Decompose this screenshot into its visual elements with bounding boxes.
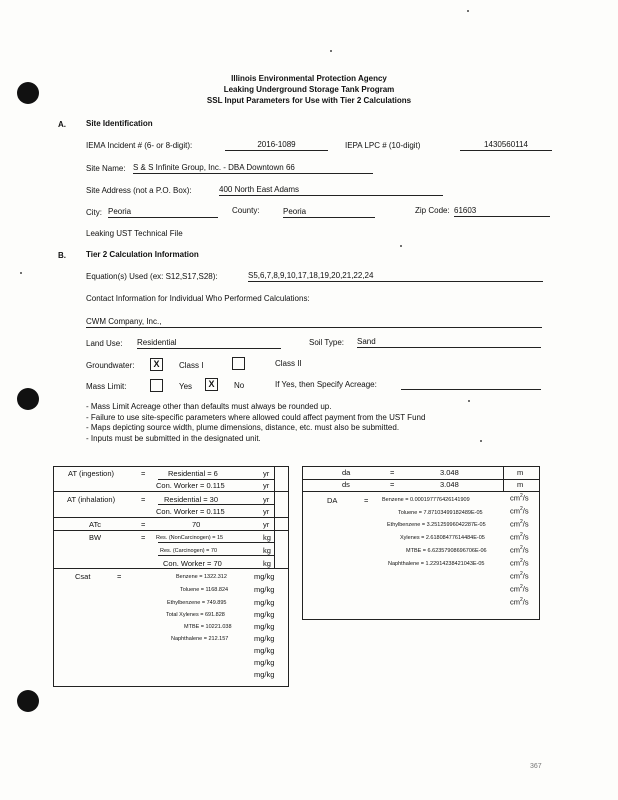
site-name-value[interactable]: S & S Infinite Group, Inc. - DBA Downtown 66	[133, 163, 373, 174]
iepa-lpc-label: IEPA LPC # (10-digit)	[345, 141, 421, 150]
punch-hole-bottom	[17, 690, 39, 712]
class-ii-label: Class II	[275, 359, 302, 368]
equals-sign: =	[141, 469, 146, 478]
DA-naphthalene: Naphthalene = 1.22914238421043E-05	[388, 561, 485, 567]
groundwater-label: Groundwater:	[86, 361, 135, 370]
site-address-label: Site Address (not a P.O. Box):	[86, 186, 192, 195]
csat-naphthalene: Naphthalene = 212.157	[171, 636, 229, 642]
unit-m: m	[517, 480, 524, 489]
agency-title: Illinois Environmental Protection Agency	[231, 74, 387, 83]
contact-label: Contact Information for Individual Who Performed Calculations:	[86, 294, 310, 303]
csat-label: Csat	[75, 572, 91, 581]
mass-limit-yes-checkbox[interactable]	[150, 379, 163, 392]
equals-sign: =	[117, 572, 122, 581]
unit-yr: yr	[263, 469, 270, 478]
contact-value[interactable]: CWM Company, Inc.,	[86, 317, 542, 328]
punch-hole-middle	[17, 388, 39, 410]
speck	[20, 272, 22, 274]
unit-mgkg: mg/kg	[254, 634, 275, 643]
mass-limit-no-checkbox[interactable]: X	[205, 378, 218, 391]
row-divider	[303, 491, 539, 492]
soil-type-label: Soil Type:	[309, 338, 344, 347]
unit-yr: yr	[263, 495, 270, 504]
acreage-field[interactable]	[401, 389, 541, 390]
speck	[468, 400, 470, 402]
unit-yr: yr	[263, 507, 270, 516]
unit-cm2s: $cm^2/s$	[510, 493, 529, 503]
csat-toluene: Toluene = 1168.824	[180, 587, 229, 593]
bw-con-worker: Con. Worker = 70	[163, 559, 222, 568]
unit-cm2s: $cm^2/s$	[510, 558, 529, 568]
speck	[480, 440, 482, 442]
DA-xylenes: Xylenes = 2.61808477614484E-05	[400, 535, 485, 541]
site-address-value[interactable]: 400 North East Adams	[219, 185, 443, 196]
equations-value[interactable]: S5,6,7,8,9,10,17,18,19,20,21,22,24	[248, 271, 543, 282]
unit-mgkg: mg/kg	[254, 646, 275, 655]
unit-mgkg: mg/kg	[254, 598, 275, 607]
bw-label: BW	[89, 533, 102, 542]
DA-ethylbenzene: Ethylbenzene = 3.25125996042287E-05	[387, 522, 486, 528]
section-a-letter: A.	[58, 120, 66, 129]
unit-mgkg: mg/kg	[254, 622, 275, 631]
class-ii-checkbox[interactable]	[232, 357, 245, 370]
note-item: - Mass Limit Acreage other than defaults must always be rounded up.	[86, 402, 332, 411]
csat-ethylbenzene: Ethylbenzene = 749.895	[167, 600, 227, 606]
unit-mgkg: mg/kg	[254, 572, 275, 581]
da-small-label: da	[342, 468, 351, 477]
DA-toluene: Toluene = 7.87103499182489E-05	[398, 510, 483, 516]
county-label: County:	[232, 206, 260, 215]
csat-total-xylenes: Total Xylenes = 691.828	[166, 612, 225, 618]
unit-mgkg: mg/kg	[254, 670, 275, 679]
bw-res-carcinogen: Res. (Carcinogen) = 70	[160, 548, 218, 554]
ds-label: ds	[342, 480, 350, 489]
row-divider	[54, 530, 288, 531]
unit-cm2s: $cm^2/s$	[510, 532, 529, 542]
iema-incident-label: IEMA Incident # (6- or 8-digit):	[86, 141, 193, 150]
note-item: - Failure to use site-specific parameters where allowed could affect payment from the UST Fund	[86, 412, 426, 422]
county-value[interactable]: Peoria	[283, 207, 375, 218]
column-divider	[503, 467, 504, 491]
unit-cm2s: $cm^2/s$	[510, 584, 529, 594]
note-item: - Inputs must be submitted in the designated unit.	[86, 433, 261, 443]
notes-list	[86, 402, 425, 444]
equals-sign: =	[364, 496, 369, 505]
unit-mgkg: mg/kg	[254, 658, 275, 667]
iepa-lpc-value[interactable]: 1430560114	[460, 140, 552, 151]
city-value[interactable]: Peoria	[108, 207, 218, 218]
value-underline	[158, 479, 274, 480]
unit-cm2s: $cm^2/s$	[510, 545, 529, 555]
section-a-title: Site Identification	[86, 119, 153, 128]
unit-mgkg: mg/kg	[254, 610, 275, 619]
class-i-label: Class I	[179, 361, 204, 370]
bw-res-noncarcinogen: Res. (NonCarcinogen) = 15	[156, 535, 224, 541]
unit-cm2s: $cm^2/s$	[510, 506, 529, 516]
note-item: - Maps depicting source width, plume dimensions, distance, etc. must also be submitted.	[86, 423, 400, 432]
speck	[400, 245, 402, 247]
DA-benzene: Benzene = 0.000197776426141909	[382, 497, 470, 503]
site-name-label: Site Name:	[86, 164, 126, 173]
row-divider	[54, 568, 288, 569]
value-underline	[158, 542, 274, 543]
technical-file-label: Leaking UST Technical File	[86, 229, 183, 238]
at-inhalation-worker: Con. Worker = 0.115	[156, 507, 225, 516]
mass-limit-label: Mass Limit:	[86, 382, 127, 391]
city-label: City:	[86, 208, 102, 217]
at-inhalation-label: AT (inhalation)	[67, 495, 116, 504]
atc-label: ATc	[89, 520, 101, 529]
equals-sign: =	[141, 533, 146, 542]
program-title: Leaking Underground Storage Tank Program	[223, 85, 395, 94]
unit-cm2s: $cm^2/s$	[510, 519, 529, 529]
unit-kg: kg	[263, 559, 271, 568]
da-small-value: 3.048	[440, 468, 459, 477]
unit-cm2s: $cm^2/s$	[510, 597, 529, 607]
form-title: SSL Input Parameters for Use with Tier 2 Calculations	[206, 96, 412, 105]
zip-code-value[interactable]: 61603	[454, 206, 550, 217]
soil-type-value[interactable]: Sand	[357, 337, 541, 348]
speck	[467, 10, 469, 12]
section-b-letter: B.	[58, 251, 66, 260]
value-underline	[158, 555, 274, 556]
column-divider	[274, 467, 275, 568]
unit-mgkg: mg/kg	[254, 585, 275, 594]
at-inhalation-residential: Residential = 30	[164, 495, 218, 504]
right-parameter-table	[302, 466, 540, 620]
zip-code-label: Zip Code:	[415, 206, 450, 215]
page-number: 367	[530, 763, 542, 770]
unit-kg: kg	[263, 546, 271, 555]
equals-sign: =	[141, 520, 146, 529]
row-divider	[54, 491, 288, 492]
equations-label: Equation(s) Used (ex: S12,S17,S28):	[86, 272, 218, 281]
unit-m: m	[517, 468, 524, 477]
equals-sign: =	[141, 495, 146, 504]
mass-limit-yes-label: Yes	[179, 382, 193, 391]
at-ingestion-residential: Residential = 6	[168, 469, 218, 478]
atc-value: 70	[192, 520, 201, 529]
at-ingestion-label: AT (ingestion)	[68, 469, 114, 478]
iema-incident-value[interactable]: 2016-1089	[225, 140, 328, 151]
section-b-title: Tier 2 Calculation Information	[86, 250, 199, 259]
land-use-label: Land Use:	[86, 339, 123, 348]
row-divider	[54, 517, 288, 518]
csat-benzene: Benzene = 1322.312	[176, 574, 227, 580]
class-i-checkbox[interactable]: X	[150, 358, 163, 371]
value-underline	[158, 504, 274, 505]
mass-limit-no-label: No	[234, 381, 245, 390]
equals-sign: =	[390, 468, 395, 477]
unit-kg: kg	[263, 533, 271, 542]
ds-value: 3.048	[440, 480, 459, 489]
DA-label: DA	[327, 496, 338, 505]
at-ingestion-worker: Con. Worker = 0.115	[156, 481, 225, 490]
speck	[330, 50, 332, 52]
land-use-value[interactable]: Residential	[137, 338, 281, 349]
unit-yr: yr	[263, 481, 270, 490]
DA-mtbe: MTBE = 6.62357908696706E-06	[406, 548, 487, 554]
unit-cm2s: $cm^2/s$	[510, 571, 529, 581]
csat-mtbe: MTBE = 10221.038	[184, 624, 232, 630]
unit-yr: yr	[263, 520, 270, 529]
acreage-label: If Yes, then Specify Acreage:	[275, 380, 377, 389]
equals-sign: =	[390, 480, 395, 489]
